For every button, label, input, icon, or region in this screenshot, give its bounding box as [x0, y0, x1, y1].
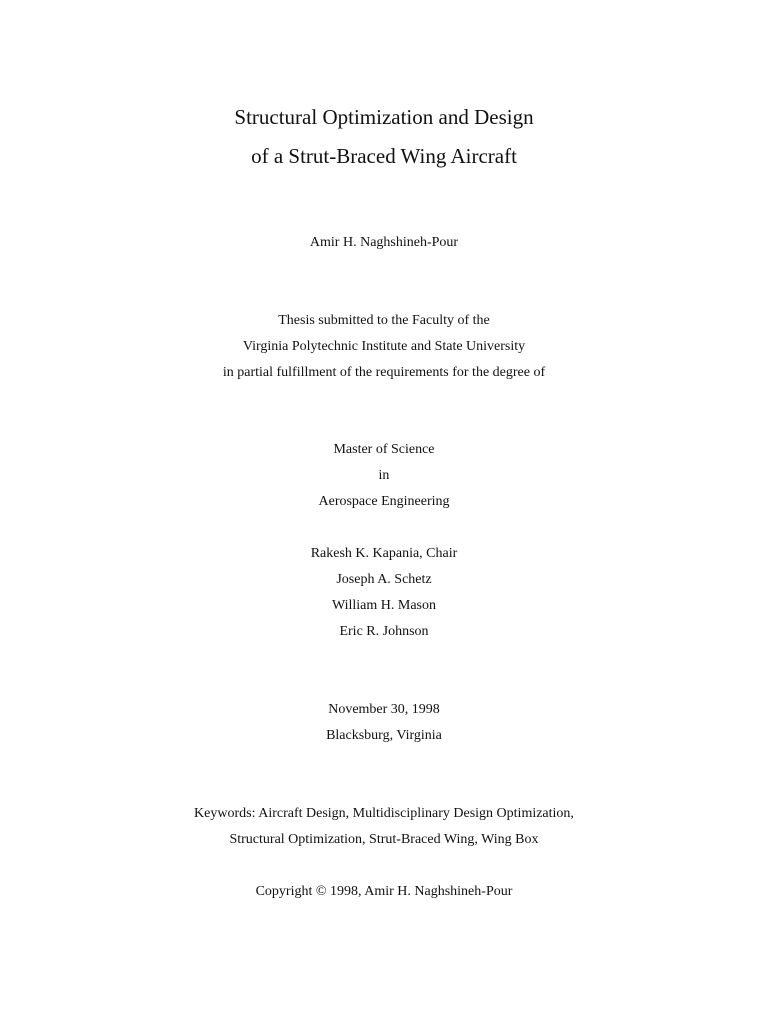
thesis-title-line-2: of a Strut-Braced Wing Aircraft	[251, 144, 517, 168]
keywords-line-2: Structural Optimization, Strut-Braced Wing, Wing Box	[229, 832, 539, 847]
degree-connector: in	[378, 468, 390, 483]
author-name: Amir H. Naghshineh-Pour	[309, 235, 459, 250]
copyright-notice: Copyright © 1998, Amir H. Naghshineh-Pour	[255, 884, 513, 899]
committee-chair: Rakesh K. Kapania, Chair	[310, 546, 458, 561]
thesis-title-line-1: Structural Optimization and Design	[234, 105, 534, 129]
degree-field: Aerospace Engineering	[318, 494, 450, 509]
committee-member: Joseph A. Schetz	[336, 572, 432, 587]
submission-date: November 30, 1998	[328, 702, 440, 717]
submission-line-3: in partial fulfillment of the requirements for the degree of	[222, 365, 546, 380]
submission-line-2: Virginia Polytechnic Institute and State University	[242, 339, 526, 354]
keywords-line-1: Keywords: Aircraft Design, Multidisciplinary Design Optimization,	[194, 806, 574, 821]
submission-line-1: Thesis submitted to the Faculty of the	[278, 313, 490, 328]
committee-member: William H. Mason	[331, 598, 437, 613]
submission-location: Blacksburg, Virginia	[326, 728, 442, 743]
committee-member: Eric R. Johnson	[339, 624, 429, 639]
degree-name: Master of Science	[333, 442, 435, 457]
